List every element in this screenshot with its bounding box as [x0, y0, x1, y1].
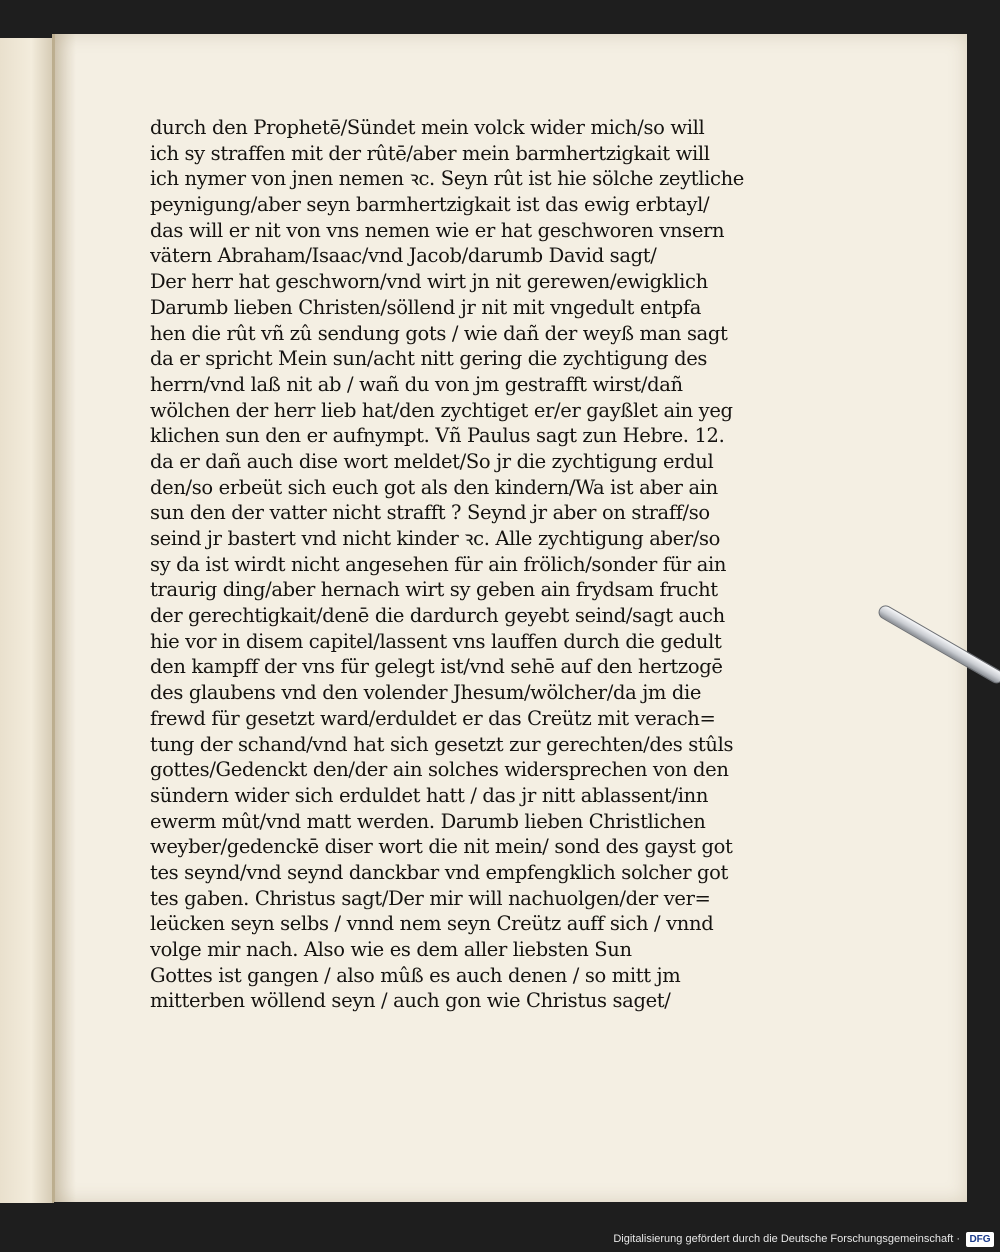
text-line: da er spricht Mein sun/acht nitt gering die zychtigung des	[150, 347, 708, 371]
text-line: weyber/gedenckē diser wort die nit mein/ sond des gayst got	[150, 835, 733, 859]
text-line: durch den Prophetē/Sündet mein volck wider mich/so will	[150, 116, 705, 139]
text-line: tes gaben. Christus sagt/Der mir will nachuolgen/der ver=	[150, 886, 711, 910]
dfg-logo: DFG	[966, 1232, 994, 1247]
text-line: den/so erbeüt sich euch got als den kindern/Wa ist aber ain	[150, 475, 718, 499]
text-line: sündern wider sich erduldet hatt / das jr nitt ablassent/inn	[150, 783, 709, 807]
text-line: gottes/Gedenckt den/der ain solches widersprechen von den	[150, 758, 729, 782]
text-line: der gerechtigkait/denē die dardurch geyebt seind/sagt auch	[150, 604, 725, 628]
text-line: vätern Abraham/Isaac/vnd Jacob/darumb David sagt/	[150, 244, 657, 268]
text-line: des glaubens vnd den volender Jhesum/wölcher/da jm die	[150, 681, 702, 705]
text-line: frewd für gesetzt ward/erduldet er das Creütz mit verach=	[150, 706, 716, 730]
text-line: tes seynd/vnd seynd danckbar vnd empfengklich solcher got	[150, 860, 729, 884]
text-line: klichen sun den er aufnympt. Vñ Paulus sagt zun Hebre. 12.	[150, 424, 725, 448]
text-line: ewerm mût/vnd matt werden. Darumb lieben Christlichen	[150, 809, 706, 833]
text-line: herrn/vnd laß nit ab / wañ du von jm gestrafft wirst/dañ	[150, 372, 683, 396]
left-page-edge	[0, 38, 54, 1203]
text-line: da er dañ auch dise wort meldet/So jr die zychtigung erdul	[150, 449, 714, 473]
text-line: ich sy straffen mit der rûtē/aber mein barmhertzigkait will	[150, 141, 710, 165]
text-line: tung der schand/vnd hat sich gesetzt zur gerechten/des stûls	[150, 732, 734, 756]
text-line: volge mir nach. Also wie es dem aller liebsten Sun	[150, 938, 632, 961]
text-line: den kampff der vns für gelegt ist/vnd sehē auf den hertzogē	[150, 655, 723, 679]
page-text	[150, 115, 768, 1014]
text-line: sy da ist wirdt nicht angesehen für ain frölich/sonder für ain	[150, 552, 727, 576]
text-line: das will er nit von vns nemen wie er hat geschworen vnsern	[150, 218, 725, 242]
text-line: Gottes ist gangen / also mûß es auch denen / so mitt jm	[150, 963, 681, 987]
text-line: ich nymer von jnen nemen ꝛc. Seyn rût ist hie sölche zeytliche	[150, 167, 744, 191]
text-line: mitterben wöllend seyn / auch gon wie Christus saget/	[150, 989, 671, 1013]
text-line: Der herr hat geschworn/vnd wirt jn nit gerewen/ewigklich	[150, 270, 708, 294]
text-line: Darumb lieben Christen/söllend jr nit mit vngedult entpfa	[150, 295, 702, 319]
text-line: traurig ding/aber hernach wirt sy geben ain frydsam frucht	[150, 578, 718, 602]
text-line: hen die rût vñ zû sendung gots / wie dañ der weyß man sagt	[150, 321, 728, 345]
page-gutter-shadow	[52, 34, 76, 1202]
footer-bar	[0, 1228, 1000, 1252]
text-line: peynigung/aber seyn barmhertzigkait ist das ewig erbtayl/	[150, 193, 710, 217]
text-line: sun den der vatter nicht strafft ? Seynd jr aber on straff/so	[150, 501, 710, 525]
text-line: leücken seyn selbs / vnnd nem seyn Creütz auff sich / vnnd	[150, 912, 714, 936]
text-line: seind jr bastert vnd nicht kinder ꝛc. Alle zychtigung aber/so	[150, 527, 721, 550]
text-line: hie vor in disem capitel/lassent vns lauffen durch die gedult	[150, 629, 722, 653]
funding-credit: Digitalisierung gefördert durch die Deutsche Forschungsgemeinschaft ·	[613, 1233, 960, 1245]
text-line: wölchen der herr lieb hat/den zychtiget er/er gayßlet ain yeg	[150, 398, 733, 422]
